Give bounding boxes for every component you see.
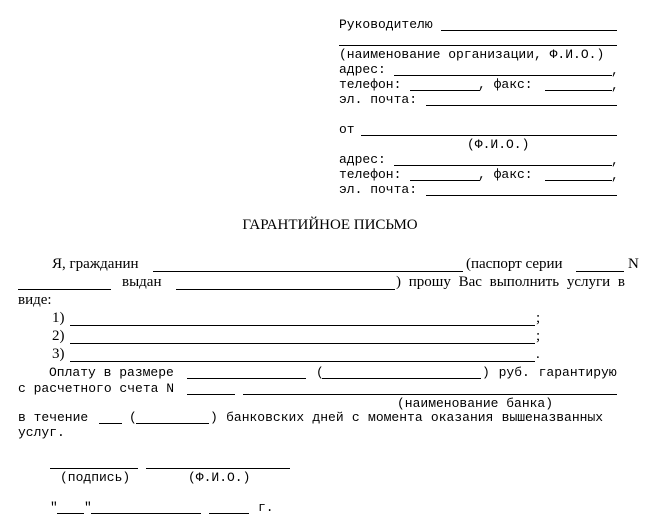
organization-blank[interactable] [339,45,617,46]
days-words-blank[interactable] [136,423,209,424]
item-end: . [536,346,540,362]
bank-caption: (наименование банка) [397,396,554,411]
payment-label: Оплату в размере [49,365,174,380]
sender-email-label: эл. почта: [339,182,418,197]
passport-series-blank[interactable] [576,271,624,272]
email-label: эл. почта: [339,92,418,107]
service-item-1-blank[interactable] [70,325,535,326]
year-suffix: г. [258,500,274,515]
form-label: виде: [18,292,52,308]
item-end: ; [536,328,541,344]
sender-blank[interactable] [361,135,617,136]
days-text: ) банковских дней с момента оказания вышеназванных [210,410,604,425]
paren: ( [129,410,137,425]
organization-caption: (наименование организации, Ф.И.О.) [339,47,605,62]
from-label: от [339,122,355,137]
comma: , [611,168,619,183]
email-blank[interactable] [426,105,617,106]
fax-blank[interactable] [545,90,612,91]
sender-fio-caption: (Ф.И.О.) [467,137,530,152]
year-blank[interactable] [209,513,249,514]
recipient-blank[interactable] [441,30,617,31]
fax-label: , факс: [478,77,533,92]
sender-fax-label: , факс: [478,167,533,182]
number-label: N [628,256,639,272]
signature-caption: (подпись) [60,470,131,485]
item-number: 2) [52,328,65,344]
sender-address-blank[interactable] [394,165,612,166]
signer-fio-caption: (Ф.И.О.) [188,470,251,485]
sender-email-blank[interactable] [426,195,617,196]
account-label: с расчетного счета N [18,381,175,396]
day-blank[interactable] [57,513,84,514]
quote: " [84,500,92,515]
services-end: услуг. [18,425,65,440]
sender-address-label: адрес: [339,152,386,167]
citizen-name-blank[interactable] [153,271,463,272]
service-item-2-blank[interactable] [70,343,535,344]
issued-by-blank[interactable] [176,289,395,290]
bank-name-blank[interactable] [243,394,617,395]
signature-blank[interactable] [50,468,138,469]
passport-number-blank[interactable] [18,289,111,290]
item-number: 1) [52,310,65,326]
item-end: ; [536,310,541,326]
address-label: адрес: [339,62,386,77]
rub-guarantee-text: ) руб. гарантирую [482,365,617,380]
sender-phone-label: телефон: [339,167,402,182]
amount-words-blank[interactable] [322,378,481,379]
service-item-3-blank[interactable] [70,361,535,362]
within-label: в течение [18,410,89,425]
sender-fax-blank[interactable] [545,180,612,181]
comma: , [611,153,619,168]
signer-fio-blank[interactable] [146,468,290,469]
phone-label: телефон: [339,77,402,92]
days-blank[interactable] [99,423,122,424]
sender-phone-blank[interactable] [410,180,480,181]
address-blank[interactable] [394,75,612,76]
account-number-blank[interactable] [187,394,235,395]
passport-label: (паспорт серии [466,256,563,272]
comma: , [611,78,619,93]
item-number: 3) [52,346,65,362]
month-blank[interactable] [91,513,201,514]
comma: , [611,63,619,78]
quote: " [50,500,58,515]
amount-blank[interactable] [187,378,306,379]
issued-label: выдан [122,274,162,290]
request-text: ) прошу Вас выполнить услуги в [396,274,625,290]
paren: ( [316,365,324,380]
phone-blank[interactable] [410,90,480,91]
citizen-label: Я, гражданин [52,256,139,272]
document-title: ГАРАНТИЙНОЕ ПИСЬМО [242,217,418,233]
to-label: Руководителю [339,17,433,32]
